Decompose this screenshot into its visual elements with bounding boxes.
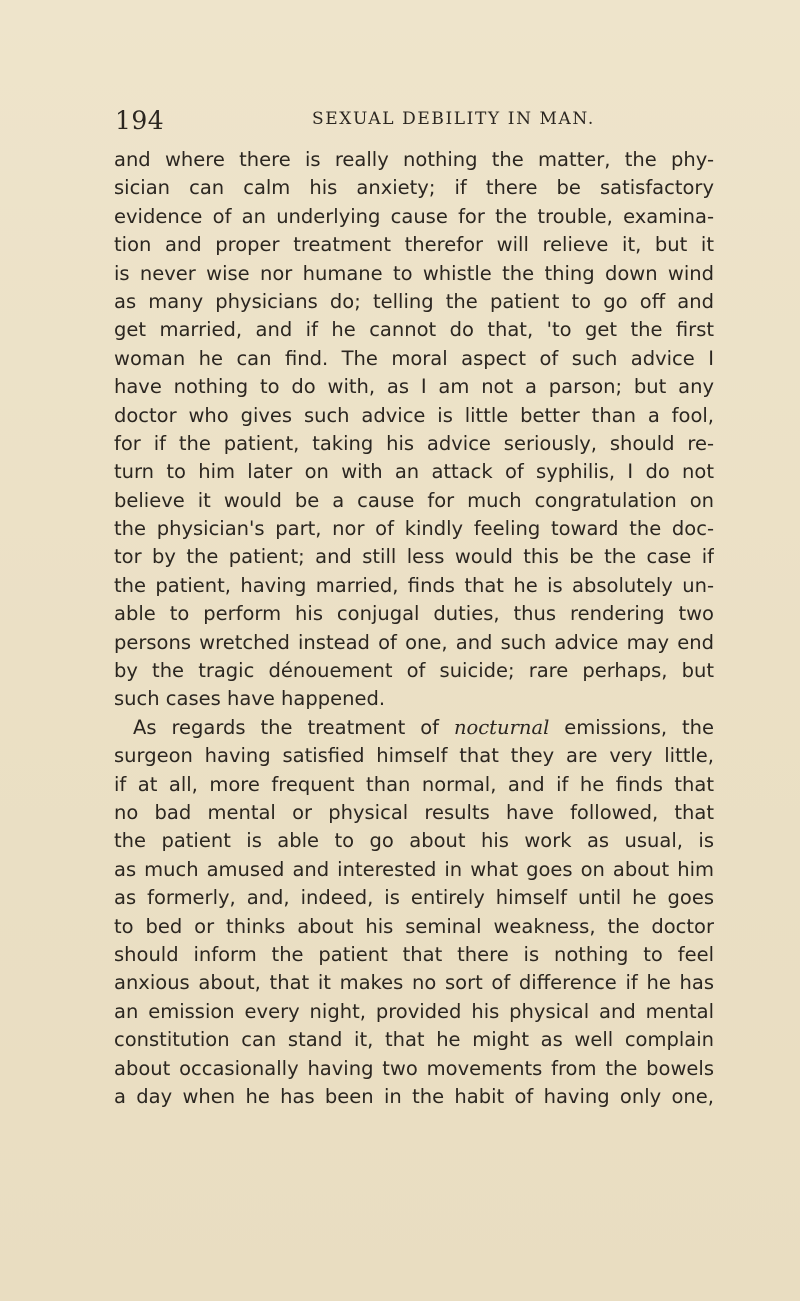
text-line: have nothing to do with, as I am not a parson; but any — [114, 375, 714, 399]
text-line: the patient is able to go about his work as usual, is — [114, 829, 714, 853]
text-line: the patient, having married, finds that he is absolutely un- — [114, 573, 714, 597]
text-line: to bed or thinks about his seminal weakness, the doctor — [114, 914, 714, 938]
text-line: woman he can find. The moral aspect of such advice I — [114, 346, 714, 370]
text-line: constitution can stand it, that he might as well complain — [114, 1028, 714, 1052]
text-line: evidence of an underlying cause for the trouble, examina- — [114, 204, 714, 228]
running-head: SEXUAL DEBILITY IN MAN. — [312, 109, 595, 129]
text-line: anxious about, that it makes no sort of difference if he has — [114, 971, 714, 995]
body-text — [114, 146, 714, 1111]
text-line: believe it would be a cause for much congratulation on — [114, 488, 714, 512]
paragraph-first-line — [114, 714, 714, 742]
text-line: as many physicians do; telling the patient to go off and — [114, 289, 714, 313]
italic-word: nocturnal — [453, 715, 550, 739]
text-run: emissions, the — [549, 715, 714, 739]
text-line: get married, and if he cannot do that, 'to get the first — [114, 318, 714, 342]
text-line: the physician's part, nor of kindly feeling toward the doc- — [114, 517, 714, 541]
text-line: about occasionally having two movements from the bowels — [114, 1056, 714, 1080]
text-line: should inform the patient that there is nothing to feel — [114, 942, 714, 966]
text-line: tion and proper treatment therefor will relieve it, but it — [114, 233, 714, 257]
text-line: doctor who gives such advice is little better than a fool, — [114, 403, 714, 427]
text-line: able to perform his conjugal duties, thus rendering two — [114, 602, 714, 626]
page-number: 194 — [115, 106, 165, 135]
page-header — [115, 106, 715, 136]
text-line: and where there is really nothing the matter, the phy- — [114, 148, 714, 171]
text-line: by the tragic dénouement of suicide; rare perhaps, but — [114, 659, 714, 683]
text-line: a day when he has been in the habit of having only one, — [114, 1084, 714, 1108]
text-line: such cases have happened. — [114, 687, 386, 711]
text-line: persons wretched instead of one, and such advice may end — [114, 630, 714, 654]
text-line: an emission every night, provided his physical and mental — [114, 999, 714, 1023]
text-line: for if the patient, taking his advice seriously, should re- — [114, 431, 714, 455]
text-line: as much amused and interested in what goes on about him — [114, 857, 714, 881]
text-line: tor by the patient; and still less would this be the case if — [114, 545, 714, 569]
text-line: surgeon having satisfied himself that they are very little, — [114, 744, 714, 768]
text-line: is never wise nor humane to whistle the thing down wind — [114, 261, 714, 285]
text-line: turn to him later on with an attack of syphilis, I do not — [114, 460, 714, 484]
text-line: sician can calm his anxiety; if there be satisfactory — [114, 176, 714, 200]
text-run: As regards the treatment of — [133, 715, 454, 739]
text-line: as formerly, and, indeed, is entirely himself until he goes — [114, 886, 714, 910]
text-line: if at all, more frequent than normal, and if he finds that — [114, 772, 714, 796]
text-line: no bad mental or physical results have followed, that — [114, 800, 714, 824]
